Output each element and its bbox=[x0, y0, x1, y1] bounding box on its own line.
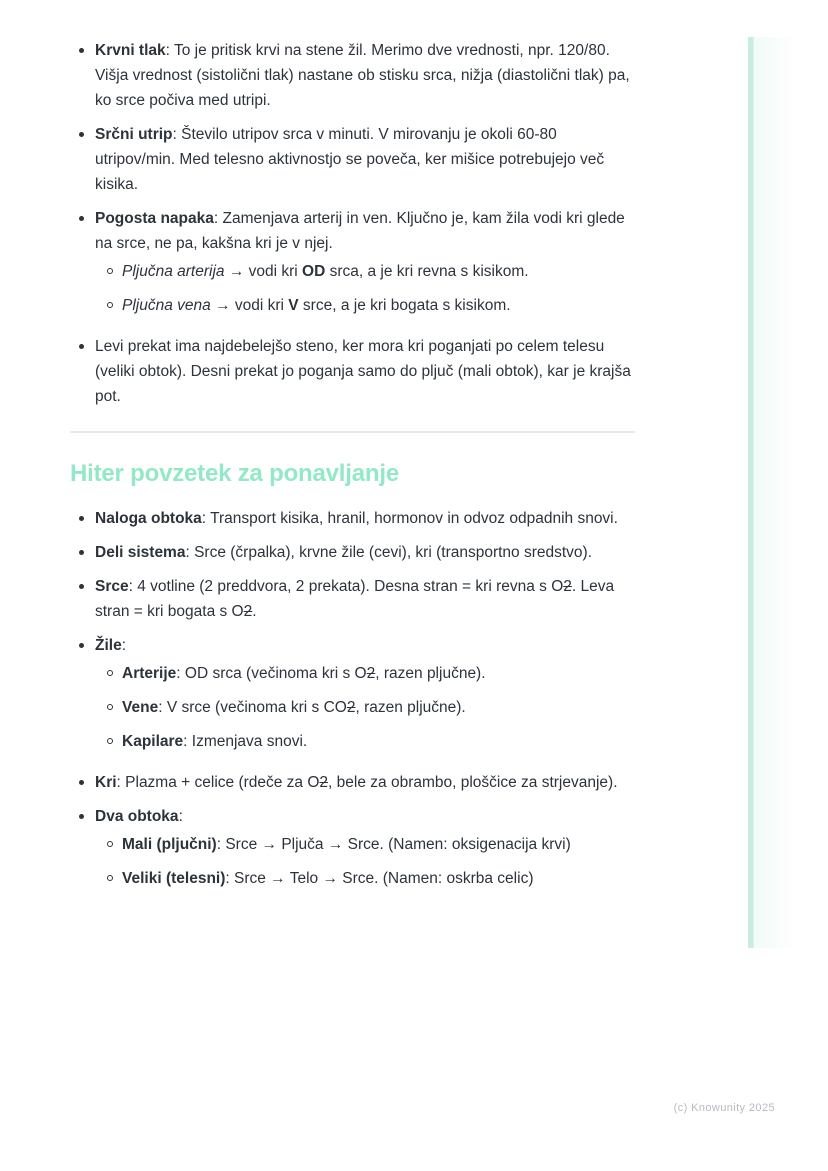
list-item bbox=[70, 122, 635, 197]
list-item-text: Dva obtoka: bbox=[95, 808, 183, 825]
hollow-bullet-icon bbox=[107, 302, 113, 308]
hollow-bullet-icon bbox=[107, 670, 113, 676]
list-item bbox=[70, 506, 635, 531]
accent-sidebar-decoration bbox=[748, 37, 796, 948]
bullet-icon bbox=[79, 216, 84, 221]
list-item bbox=[70, 574, 635, 624]
hollow-bullet-icon bbox=[107, 268, 113, 274]
document-body bbox=[70, 38, 635, 891]
bullet-icon bbox=[79, 550, 84, 555]
list-item-text: Levi prekat ima najdebelejšo steno, ker mora kri poganjati po celem telesu (veliki obtok). Desni prekat jo poganja samo do pljuč (mali obtok), kar je krajša pot. bbox=[95, 338, 631, 405]
list-item-text: Krvni tlak: To je pritisk krvi na stene žil. Merimo dve vrednosti, npr. 120/80. Višja vrednost (sistolični tlak) nastane ob stisku srca, nižja (diastolični tlak) pa, ko srce počiva med utripi. bbox=[95, 42, 630, 109]
bullet-icon bbox=[79, 584, 84, 589]
list-item bbox=[70, 804, 635, 829]
sub-list-item bbox=[70, 729, 635, 754]
list-item-text: Vene: V srce (večinoma kri s CO2, razen pljučne). bbox=[122, 699, 466, 716]
hollow-bullet-icon bbox=[107, 704, 113, 710]
bullet-icon bbox=[79, 48, 84, 53]
section-divider bbox=[70, 431, 635, 433]
list-item-text: Deli sistema: Srce (črpalka), krvne žile (cevi), kri (transportno sredstvo). bbox=[95, 544, 593, 561]
sub-list-item bbox=[70, 832, 635, 857]
hollow-bullet-icon bbox=[107, 875, 113, 881]
list-item-text: Kapilare: Izmenjava snovi. bbox=[122, 733, 308, 750]
list-item bbox=[70, 633, 635, 658]
list-item bbox=[70, 38, 635, 113]
bullet-icon bbox=[79, 643, 84, 648]
bullet-icon bbox=[79, 516, 84, 521]
list-item-text: Kri: Plazma + celice (rdeče za O2, bele za obrambo, ploščice za strjevanje). bbox=[95, 774, 618, 791]
list-item bbox=[70, 206, 635, 256]
list-item-text: Pogosta napaka: Zamenjava arterij in ven. Ključno je, kam žila vodi kri glede na srce, ne pa, kakšna kri je v njej. bbox=[95, 210, 625, 252]
list-item-text: Mali (pljučni): Srce → Pljuča → Srce. (Namen: oksigenacija krvi) bbox=[122, 836, 571, 853]
list-item bbox=[70, 770, 635, 795]
notes-list bbox=[70, 38, 635, 409]
hollow-bullet-icon bbox=[107, 738, 113, 744]
list-item-text: Naloga obtoka: Transport kisika, hranil, hormonov in odvoz odpadnih snovi. bbox=[95, 510, 618, 527]
copyright-footer: (c) Knowunity 2025 bbox=[673, 1102, 775, 1114]
list-item bbox=[70, 334, 635, 409]
hollow-bullet-icon bbox=[107, 841, 113, 847]
sub-list-item bbox=[70, 259, 635, 284]
sub-list-item bbox=[70, 293, 635, 318]
bullet-icon bbox=[79, 814, 84, 819]
bullet-icon bbox=[79, 132, 84, 137]
list-item-text: Srčni utrip: Število utripov srca v minuti. V mirovanju je okoli 60-80 utripov/min. Med telesno aktivnostjo se poveča, ker mišice potrebujejo več kisika. bbox=[95, 126, 605, 193]
list-item-text: Pljučna arterija → vodi kri OD srca, a je kri revna s kisikom. bbox=[122, 263, 529, 280]
list-item-text: Srce: 4 votline (2 preddvora, 2 prekata). Desna stran = kri revna s O2. Leva stran = kri bogata s O2. bbox=[95, 578, 615, 620]
summary-list bbox=[70, 506, 635, 891]
bullet-icon bbox=[79, 344, 84, 349]
sub-list-item bbox=[70, 866, 635, 891]
summary-heading: Hiter povzetek za ponavljanje bbox=[70, 460, 399, 487]
list-item-text: Arterije: OD srca (večinoma kri s O2, razen pljučne). bbox=[122, 665, 486, 682]
list-item bbox=[70, 540, 635, 565]
list-item-text: Veliki (telesni): Srce → Telo → Srce. (Namen: oskrba celic) bbox=[122, 870, 534, 887]
sub-list-item bbox=[70, 661, 635, 686]
bullet-icon bbox=[79, 780, 84, 785]
list-item-text: Pljučna vena → vodi kri V srce, a je kri bogata s kisikom. bbox=[122, 297, 511, 314]
sub-list-item bbox=[70, 695, 635, 720]
list-item-text: Žile: bbox=[95, 637, 127, 654]
